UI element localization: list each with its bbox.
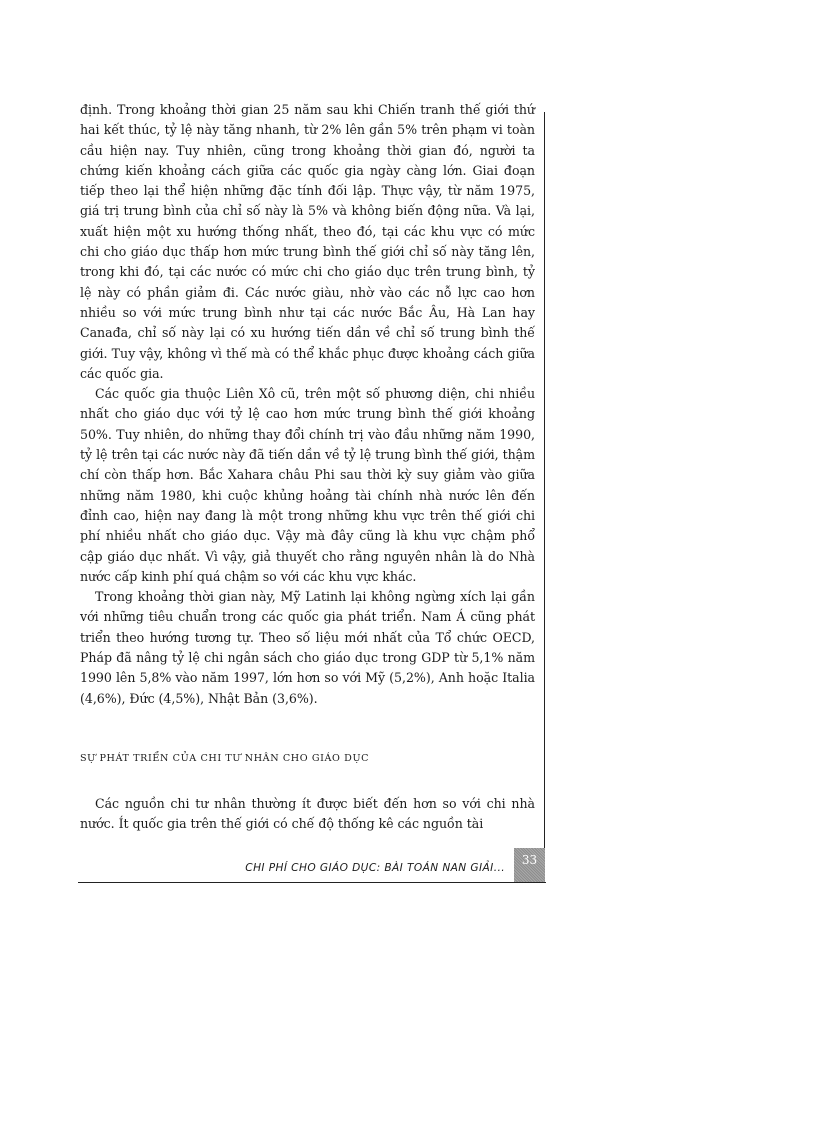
paragraph-1: định. Trong khoảng thời gian 25 năm sau khi Chiến tranh thế giới thứ hai kết thúc, tỷ lệ này tăng nhanh, từ 2% lên gần 5% trên phạm vi toàn cầu hiện nay. Tuy nhiên, cũng trong khoảng thời gian đó, người ta chứng kiến khoảng cách giữa các quốc gia ngày càng lớn. Giai đoạn tiếp theo lại thể hiện những đặc tính đối lập. Thực vậy, từ năm 1975, giá trị trung bình của chỉ số này là 5% và không biến động nữa. Và lại, xuất hiện một xu hướng thống nhất, theo đó, tại các khu vực có mức chi cho giáo dục thấp hơn mức trung bình thế giới chỉ số này tăng lên, trong khi đó, tại các nước có mức chi cho giáo dục trên trung bình, tỷ lệ này có phần giảm đi. Các nước giàu, nhờ vào các nỗ lực cao hơn nhiều so với mức trung bình như tại các nước Bắc Âu, Hà Lan hay Canađa, chỉ số này lại có xu hướng tiến dần về chỉ số trung bình thế giới. Tuy vậy, không vì thế mà có thể khắc phục được khoảng cách giữa các quốc gia. <box>80 102 535 381</box>
paragraph-3: Trong khoảng thời gian này, Mỹ Latinh lại không ngừng xích lại gần với những tiêu chuẩn trong các quốc gia phát triển. Nam Á cũng phát triển theo hướng tương tự. Theo số liệu mới nhất của Tổ chức OECD, Pháp đã nâng tỷ lệ chi ngân sách cho giáo dục trong GDP từ 5,1% năm 1990 lên 5,8% vào năm 1997, lớn hơn so với Mỹ (5,2%), Anh hoặc Italia (4,6%), Đức (4,5%), Nhật Bản (3,6%). <box>80 589 535 706</box>
section-heading: SỰ PHÁT TRIỂN CỦA CHI TƯ NHÂN CHO GIÁO DỤC <box>80 753 370 764</box>
paragraph-2: Các quốc gia thuộc Liên Xô cũ, trên một số phương diện, chi nhiều nhất cho giáo dục với tỷ lệ cao hơn mức trung bình thế giới khoảng 50%. Tuy nhiên, do những thay đổi chính trị vào đầu những năm 1990, tỷ lệ trên tại các nước này đã tiến dần về tỷ lệ trung bình thế giới, thậm chí còn thấp hơn. Bắc Xahara châu Phi sau thời kỳ suy giảm vào giữa những năm 1980, khi cuộc khủng hoảng tài chính nhà nước lên đến đỉnh cao, hiện nay đang là một trong những khu vực trên thế giới chi phí nhiều nhất cho giáo dục. Vậy mà đây cũng là khu vực chậm phổ cập giáo dục nhất. Vì vậy, giả thuyết cho rằng nguyên nhân là do Nhà nước cấp kinh phí quá chậm so với các khu vực khác. <box>80 386 535 584</box>
section-body <box>80 794 535 835</box>
right-margin-rule <box>544 112 545 850</box>
footer-rule <box>78 882 546 883</box>
paragraph-4: Các nguồn chi tư nhân thường ít được biết đến hơn so với chi nhà nước. Ít quốc gia trên thế giới có chế độ thống kê các nguồn tài <box>80 796 535 832</box>
running-footer-title: CHI PHÍ CHO GIÁO DỤC: BÀI TOÁN NAN GIẢI... <box>245 862 505 874</box>
body-text <box>80 100 535 709</box>
page-number-box <box>514 848 545 882</box>
page-number: 33 <box>521 853 538 867</box>
